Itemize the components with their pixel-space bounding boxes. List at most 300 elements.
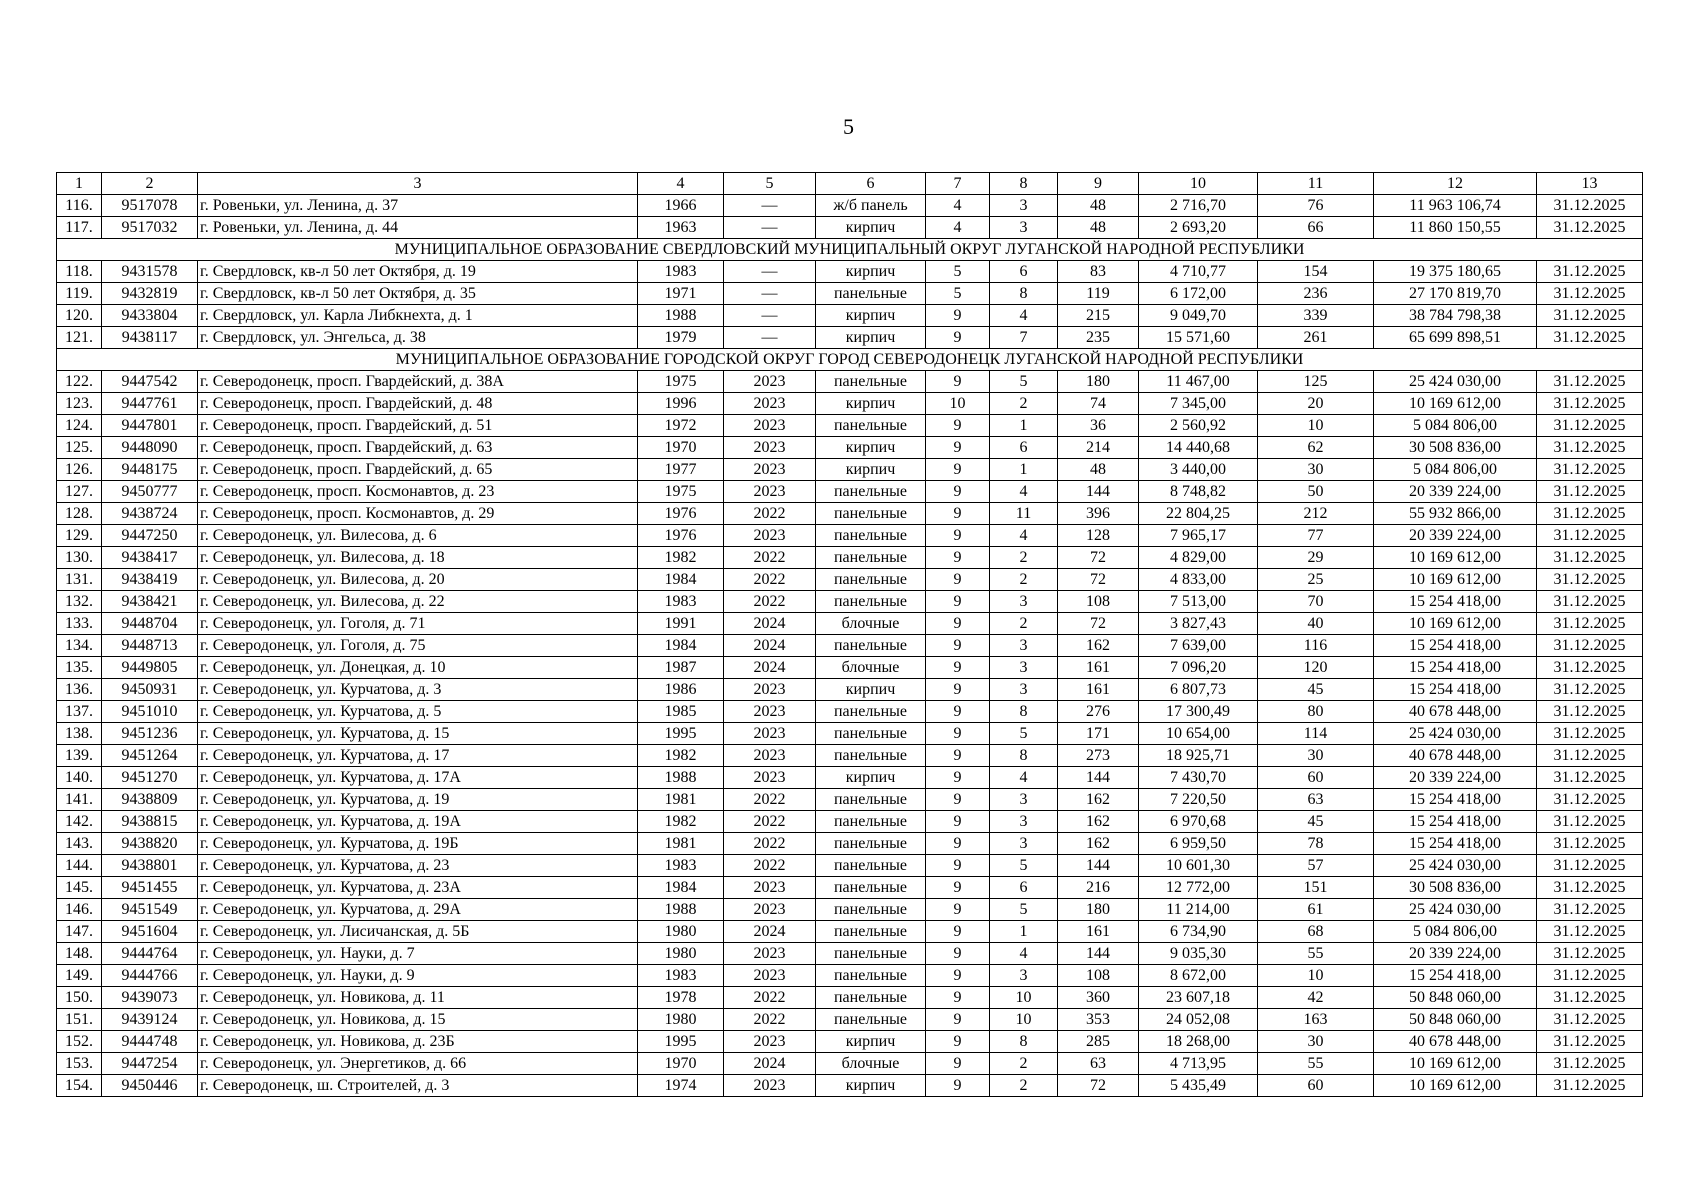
residents-cell: 77	[1258, 525, 1374, 547]
deadline-cell: 31.12.2025	[1537, 415, 1643, 437]
cost-cell: 38 784 798,38	[1374, 305, 1537, 327]
area-cell: 6 959,50	[1139, 833, 1258, 855]
entrances-cell: 6	[990, 437, 1058, 459]
entrances-cell: 3	[990, 217, 1058, 239]
residents-cell: 78	[1258, 833, 1374, 855]
cost-cell: 10 169 612,00	[1374, 1075, 1537, 1097]
area-cell: 6 734,90	[1139, 921, 1258, 943]
entrances-cell: 4	[990, 767, 1058, 789]
cost-cell: 10 169 612,00	[1374, 1053, 1537, 1075]
row-number-cell: 116.	[57, 195, 102, 217]
table-row	[57, 547, 1643, 569]
area-cell: 4 829,00	[1139, 547, 1258, 569]
residents-cell: 29	[1258, 547, 1374, 569]
table-row	[57, 525, 1643, 547]
address-cell: г. Северодонецк, ул. Курчатова, д. 17А	[198, 767, 638, 789]
wall-material-cell: панельные	[816, 789, 926, 811]
build-year-cell: 1982	[638, 745, 724, 767]
deadline-cell: 31.12.2025	[1537, 1031, 1643, 1053]
deadline-cell: 31.12.2025	[1537, 679, 1643, 701]
table-row	[57, 899, 1643, 921]
wall-material-cell: ж/б панель	[816, 195, 926, 217]
row-number-cell: 147.	[57, 921, 102, 943]
cost-cell: 20 339 224,00	[1374, 525, 1537, 547]
area-cell: 2 716,70	[1139, 195, 1258, 217]
apartments-cell: 396	[1058, 503, 1139, 525]
column-number: 9	[1058, 173, 1139, 195]
floors-cell: 9	[926, 1053, 990, 1075]
build-year-cell: 1974	[638, 1075, 724, 1097]
deadline-cell: 31.12.2025	[1537, 899, 1643, 921]
row-number-cell: 119.	[57, 283, 102, 305]
address-cell: г. Северодонецк, просп. Космонавтов, д. 23	[198, 481, 638, 503]
build-year-cell: 1995	[638, 1031, 724, 1053]
deadline-cell: 31.12.2025	[1537, 305, 1643, 327]
cost-cell: 11 963 106,74	[1374, 195, 1537, 217]
object-id-cell: 9438815	[102, 811, 198, 833]
repair-year-cell: 2023	[724, 943, 816, 965]
entrances-cell: 4	[990, 481, 1058, 503]
entrances-cell: 6	[990, 261, 1058, 283]
address-cell: г. Северодонецк, ул. Курчатова, д. 3	[198, 679, 638, 701]
object-id-cell: 9431578	[102, 261, 198, 283]
object-id-cell: 9451455	[102, 877, 198, 899]
table-row	[57, 723, 1643, 745]
address-cell: г. Северодонецк, ул. Вилесова, д. 6	[198, 525, 638, 547]
table-row	[57, 371, 1643, 393]
repair-year-cell: 2022	[724, 591, 816, 613]
deadline-cell: 31.12.2025	[1537, 327, 1643, 349]
cost-cell: 15 254 418,00	[1374, 811, 1537, 833]
floors-cell: 9	[926, 745, 990, 767]
object-id-cell: 9438801	[102, 855, 198, 877]
address-cell: г. Северодонецк, просп. Космонавтов, д. 29	[198, 503, 638, 525]
area-cell: 7 639,00	[1139, 635, 1258, 657]
residents-cell: 57	[1258, 855, 1374, 877]
table-row	[57, 283, 1643, 305]
build-year-cell: 1987	[638, 657, 724, 679]
apartments-cell: 235	[1058, 327, 1139, 349]
deadline-cell: 31.12.2025	[1537, 987, 1643, 1009]
floors-cell: 9	[926, 1031, 990, 1053]
floors-cell: 9	[926, 525, 990, 547]
floors-cell: 5	[926, 261, 990, 283]
address-cell: г. Северодонецк, ул. Науки, д. 9	[198, 965, 638, 987]
floors-cell: 9	[926, 635, 990, 657]
entrances-cell: 1	[990, 921, 1058, 943]
wall-material-cell: блочные	[816, 613, 926, 635]
apartments-cell: 273	[1058, 745, 1139, 767]
apartments-cell: 161	[1058, 679, 1139, 701]
cost-cell: 25 424 030,00	[1374, 899, 1537, 921]
object-id-cell: 9438724	[102, 503, 198, 525]
repair-year-cell: 2024	[724, 613, 816, 635]
object-id-cell: 9451236	[102, 723, 198, 745]
residents-cell: 339	[1258, 305, 1374, 327]
table-row	[57, 811, 1643, 833]
cost-cell: 20 339 224,00	[1374, 767, 1537, 789]
residents-cell: 10	[1258, 965, 1374, 987]
area-cell: 17 300,49	[1139, 701, 1258, 723]
entrances-cell: 10	[990, 987, 1058, 1009]
apartments-cell: 161	[1058, 657, 1139, 679]
entrances-cell: 8	[990, 701, 1058, 723]
address-cell: г. Северодонецк, ул. Курчатова, д. 19Б	[198, 833, 638, 855]
address-cell: г. Северодонецк, просп. Гвардейский, д. 63	[198, 437, 638, 459]
table-row	[57, 921, 1643, 943]
cost-cell: 25 424 030,00	[1374, 723, 1537, 745]
repair-year-cell: 2024	[724, 1053, 816, 1075]
apartments-cell: 161	[1058, 921, 1139, 943]
row-number-cell: 149.	[57, 965, 102, 987]
address-cell: г. Северодонецк, просп. Гвардейский, д. 48	[198, 393, 638, 415]
address-cell: г. Северодонецк, ул. Новикова, д. 11	[198, 987, 638, 1009]
residents-cell: 63	[1258, 789, 1374, 811]
apartments-cell: 144	[1058, 481, 1139, 503]
wall-material-cell: панельные	[816, 283, 926, 305]
build-year-cell: 1991	[638, 613, 724, 635]
object-id-cell: 9438117	[102, 327, 198, 349]
floors-cell: 9	[926, 723, 990, 745]
cost-cell: 15 254 418,00	[1374, 635, 1537, 657]
address-cell: г. Северодонецк, ш. Строителей, д. 3	[198, 1075, 638, 1097]
floors-cell: 9	[926, 899, 990, 921]
floors-cell: 9	[926, 327, 990, 349]
floors-cell: 4	[926, 195, 990, 217]
deadline-cell: 31.12.2025	[1537, 459, 1643, 481]
cost-cell: 50 848 060,00	[1374, 987, 1537, 1009]
repair-year-cell: 2023	[724, 525, 816, 547]
address-cell: г. Ровеньки, ул. Ленина, д. 44	[198, 217, 638, 239]
residents-cell: 25	[1258, 569, 1374, 591]
build-year-cell: 1984	[638, 877, 724, 899]
housing-register-table	[56, 172, 1643, 1097]
table-row	[57, 657, 1643, 679]
address-cell: г. Северодонецк, ул. Курчатова, д. 5	[198, 701, 638, 723]
floors-cell: 9	[926, 547, 990, 569]
table-row	[57, 767, 1643, 789]
wall-material-cell: панельные	[816, 525, 926, 547]
address-cell: г. Свердловск, ул. Карла Либкнехта, д. 1	[198, 305, 638, 327]
residents-cell: 60	[1258, 1075, 1374, 1097]
residents-cell: 80	[1258, 701, 1374, 723]
section-title: МУНИЦИПАЛЬНОЕ ОБРАЗОВАНИЕ ГОРОДСКОЙ ОКРУГ ГОРОД СЕВЕРОДОНЕЦК ЛУГАНСКОЙ НАРОДНОЙ РЕСПУБЛИКИ	[57, 349, 1643, 371]
residents-cell: 45	[1258, 679, 1374, 701]
repair-year-cell: 2022	[724, 1009, 816, 1031]
build-year-cell: 1988	[638, 899, 724, 921]
build-year-cell: 1983	[638, 965, 724, 987]
residents-cell: 30	[1258, 1031, 1374, 1053]
entrances-cell: 1	[990, 459, 1058, 481]
table-row	[57, 701, 1643, 723]
area-cell: 7 430,70	[1139, 767, 1258, 789]
section-header-row	[57, 239, 1643, 261]
cost-cell: 55 932 866,00	[1374, 503, 1537, 525]
apartments-cell: 144	[1058, 943, 1139, 965]
deadline-cell: 31.12.2025	[1537, 943, 1643, 965]
table-row	[57, 1031, 1643, 1053]
area-cell: 18 268,00	[1139, 1031, 1258, 1053]
entrances-cell: 3	[990, 657, 1058, 679]
repair-year-cell: 2023	[724, 679, 816, 701]
entrances-cell: 5	[990, 371, 1058, 393]
address-cell: г. Северодонецк, просп. Гвардейский, д. 51	[198, 415, 638, 437]
area-cell: 7 965,17	[1139, 525, 1258, 547]
wall-material-cell: панельные	[816, 415, 926, 437]
table-row	[57, 393, 1643, 415]
deadline-cell: 31.12.2025	[1537, 437, 1643, 459]
object-id-cell: 9448704	[102, 613, 198, 635]
repair-year-cell: 2023	[724, 371, 816, 393]
address-cell: г. Северодонецк, ул. Вилесова, д. 20	[198, 569, 638, 591]
table-row	[57, 833, 1643, 855]
repair-year-cell: 2022	[724, 987, 816, 1009]
wall-material-cell: панельные	[816, 1009, 926, 1031]
cost-cell: 15 254 418,00	[1374, 657, 1537, 679]
table-row	[57, 745, 1643, 767]
floors-cell: 9	[926, 877, 990, 899]
residents-cell: 60	[1258, 767, 1374, 789]
row-number-cell: 127.	[57, 481, 102, 503]
deadline-cell: 31.12.2025	[1537, 811, 1643, 833]
apartments-cell: 36	[1058, 415, 1139, 437]
residents-cell: 40	[1258, 613, 1374, 635]
area-cell: 10 654,00	[1139, 723, 1258, 745]
column-number: 1	[57, 173, 102, 195]
apartments-cell: 108	[1058, 965, 1139, 987]
apartments-cell: 83	[1058, 261, 1139, 283]
area-cell: 4 833,00	[1139, 569, 1258, 591]
residents-cell: 114	[1258, 723, 1374, 745]
address-cell: г. Свердловск, кв-л 50 лет Октября, д. 19	[198, 261, 638, 283]
repair-year-cell: 2023	[724, 1031, 816, 1053]
table-row	[57, 987, 1643, 1009]
row-number-cell: 143.	[57, 833, 102, 855]
apartments-cell: 119	[1058, 283, 1139, 305]
entrances-cell: 3	[990, 789, 1058, 811]
object-id-cell: 9448090	[102, 437, 198, 459]
deadline-cell: 31.12.2025	[1537, 591, 1643, 613]
row-number-cell: 148.	[57, 943, 102, 965]
wall-material-cell: панельные	[816, 371, 926, 393]
area-cell: 11 467,00	[1139, 371, 1258, 393]
apartments-cell: 162	[1058, 833, 1139, 855]
entrances-cell: 4	[990, 305, 1058, 327]
wall-material-cell: панельные	[816, 987, 926, 1009]
apartments-cell: 180	[1058, 371, 1139, 393]
build-year-cell: 1966	[638, 195, 724, 217]
residents-cell: 55	[1258, 943, 1374, 965]
apartments-cell: 180	[1058, 899, 1139, 921]
deadline-cell: 31.12.2025	[1537, 1075, 1643, 1097]
build-year-cell: 1979	[638, 327, 724, 349]
residents-cell: 261	[1258, 327, 1374, 349]
apartments-cell: 162	[1058, 789, 1139, 811]
table-row	[57, 1053, 1643, 1075]
address-cell: г. Северодонецк, просп. Гвардейский, д. 65	[198, 459, 638, 481]
residents-cell: 30	[1258, 459, 1374, 481]
floors-cell: 9	[926, 679, 990, 701]
apartments-cell: 171	[1058, 723, 1139, 745]
address-cell: г. Северодонецк, ул. Новикова, д. 23Б	[198, 1031, 638, 1053]
wall-material-cell: блочные	[816, 657, 926, 679]
address-cell: г. Северодонецк, ул. Курчатова, д. 29А	[198, 899, 638, 921]
apartments-cell: 48	[1058, 459, 1139, 481]
table-row	[57, 327, 1643, 349]
residents-cell: 76	[1258, 195, 1374, 217]
object-id-cell: 9438419	[102, 569, 198, 591]
repair-year-cell: 2023	[724, 393, 816, 415]
repair-year-cell: —	[724, 283, 816, 305]
table-body	[57, 173, 1643, 1097]
entrances-cell: 3	[990, 965, 1058, 987]
build-year-cell: 1996	[638, 393, 724, 415]
build-year-cell: 1975	[638, 371, 724, 393]
area-cell: 5 435,49	[1139, 1075, 1258, 1097]
deadline-cell: 31.12.2025	[1537, 965, 1643, 987]
address-cell: г. Северодонецк, ул. Вилесова, д. 18	[198, 547, 638, 569]
floors-cell: 9	[926, 789, 990, 811]
cost-cell: 20 339 224,00	[1374, 943, 1537, 965]
residents-cell: 30	[1258, 745, 1374, 767]
deadline-cell: 31.12.2025	[1537, 371, 1643, 393]
object-id-cell: 9451264	[102, 745, 198, 767]
apartments-cell: 108	[1058, 591, 1139, 613]
entrances-cell: 1	[990, 415, 1058, 437]
entrances-cell: 4	[990, 943, 1058, 965]
address-cell: г. Северодонецк, ул. Лисичанская, д. 5Б	[198, 921, 638, 943]
area-cell: 6 970,68	[1139, 811, 1258, 833]
entrances-cell: 2	[990, 1075, 1058, 1097]
object-id-cell: 9438809	[102, 789, 198, 811]
apartments-cell: 144	[1058, 767, 1139, 789]
wall-material-cell: кирпич	[816, 1075, 926, 1097]
floors-cell: 9	[926, 833, 990, 855]
row-number-cell: 145.	[57, 877, 102, 899]
address-cell: г. Северодонецк, ул. Курчатова, д. 23А	[198, 877, 638, 899]
column-number: 6	[816, 173, 926, 195]
floors-cell: 9	[926, 569, 990, 591]
build-year-cell: 1978	[638, 987, 724, 1009]
address-cell: г. Северодонецк, ул. Курчатова, д. 19А	[198, 811, 638, 833]
section-header-row	[57, 349, 1643, 371]
area-cell: 4 710,77	[1139, 261, 1258, 283]
entrances-cell: 8	[990, 283, 1058, 305]
area-cell: 7 345,00	[1139, 393, 1258, 415]
object-id-cell: 9448713	[102, 635, 198, 657]
row-number-cell: 122.	[57, 371, 102, 393]
wall-material-cell: панельные	[816, 921, 926, 943]
build-year-cell: 1980	[638, 1009, 724, 1031]
floors-cell: 9	[926, 965, 990, 987]
floors-cell: 9	[926, 657, 990, 679]
wall-material-cell: панельные	[816, 701, 926, 723]
apartments-cell: 72	[1058, 569, 1139, 591]
wall-material-cell: панельные	[816, 481, 926, 503]
floors-cell: 10	[926, 393, 990, 415]
entrances-cell: 8	[990, 1031, 1058, 1053]
area-cell: 6 172,00	[1139, 283, 1258, 305]
cost-cell: 30 508 836,00	[1374, 437, 1537, 459]
repair-year-cell: 2023	[724, 459, 816, 481]
column-number: 13	[1537, 173, 1643, 195]
cost-cell: 15 254 418,00	[1374, 833, 1537, 855]
wall-material-cell: панельные	[816, 591, 926, 613]
residents-cell: 10	[1258, 415, 1374, 437]
wall-material-cell: панельные	[816, 569, 926, 591]
wall-material-cell: кирпич	[816, 305, 926, 327]
row-number-cell: 125.	[57, 437, 102, 459]
entrances-cell: 2	[990, 1053, 1058, 1075]
apartments-cell: 72	[1058, 1075, 1139, 1097]
deadline-cell: 31.12.2025	[1537, 481, 1643, 503]
cost-cell: 30 508 836,00	[1374, 877, 1537, 899]
object-id-cell: 9447254	[102, 1053, 198, 1075]
object-id-cell: 9444766	[102, 965, 198, 987]
apartments-cell: 360	[1058, 987, 1139, 1009]
repair-year-cell: —	[724, 195, 816, 217]
wall-material-cell: панельные	[816, 503, 926, 525]
table-row	[57, 481, 1643, 503]
build-year-cell: 1981	[638, 833, 724, 855]
repair-year-cell: 2024	[724, 657, 816, 679]
table-row	[57, 195, 1643, 217]
area-cell: 8 672,00	[1139, 965, 1258, 987]
wall-material-cell: кирпич	[816, 327, 926, 349]
residents-cell: 42	[1258, 987, 1374, 1009]
entrances-cell: 10	[990, 1009, 1058, 1031]
object-id-cell: 9451270	[102, 767, 198, 789]
wall-material-cell: панельные	[816, 965, 926, 987]
address-cell: г. Северодонецк, ул. Донецкая, д. 10	[198, 657, 638, 679]
object-id-cell: 9451604	[102, 921, 198, 943]
entrances-cell: 2	[990, 569, 1058, 591]
row-number-cell: 129.	[57, 525, 102, 547]
repair-year-cell: —	[724, 261, 816, 283]
apartments-cell: 162	[1058, 811, 1139, 833]
deadline-cell: 31.12.2025	[1537, 877, 1643, 899]
wall-material-cell: кирпич	[816, 393, 926, 415]
row-number-cell: 132.	[57, 591, 102, 613]
cost-cell: 25 424 030,00	[1374, 371, 1537, 393]
wall-material-cell: панельные	[816, 943, 926, 965]
wall-material-cell: панельные	[816, 745, 926, 767]
repair-year-cell: 2023	[724, 1075, 816, 1097]
area-cell: 3 827,43	[1139, 613, 1258, 635]
object-id-cell: 9447542	[102, 371, 198, 393]
deadline-cell: 31.12.2025	[1537, 833, 1643, 855]
column-number: 3	[198, 173, 638, 195]
residents-cell: 163	[1258, 1009, 1374, 1031]
build-year-cell: 1976	[638, 503, 724, 525]
wall-material-cell: панельные	[816, 899, 926, 921]
residents-cell: 68	[1258, 921, 1374, 943]
apartments-cell: 48	[1058, 217, 1139, 239]
table-row	[57, 459, 1643, 481]
floors-cell: 9	[926, 1009, 990, 1031]
wall-material-cell: кирпич	[816, 767, 926, 789]
entrances-cell: 11	[990, 503, 1058, 525]
table-row	[57, 503, 1643, 525]
table-row	[57, 877, 1643, 899]
residents-cell: 236	[1258, 283, 1374, 305]
object-id-cell: 9450931	[102, 679, 198, 701]
column-number: 10	[1139, 173, 1258, 195]
floors-cell: 9	[926, 701, 990, 723]
entrances-cell: 8	[990, 745, 1058, 767]
deadline-cell: 31.12.2025	[1537, 1053, 1643, 1075]
repair-year-cell: —	[724, 327, 816, 349]
